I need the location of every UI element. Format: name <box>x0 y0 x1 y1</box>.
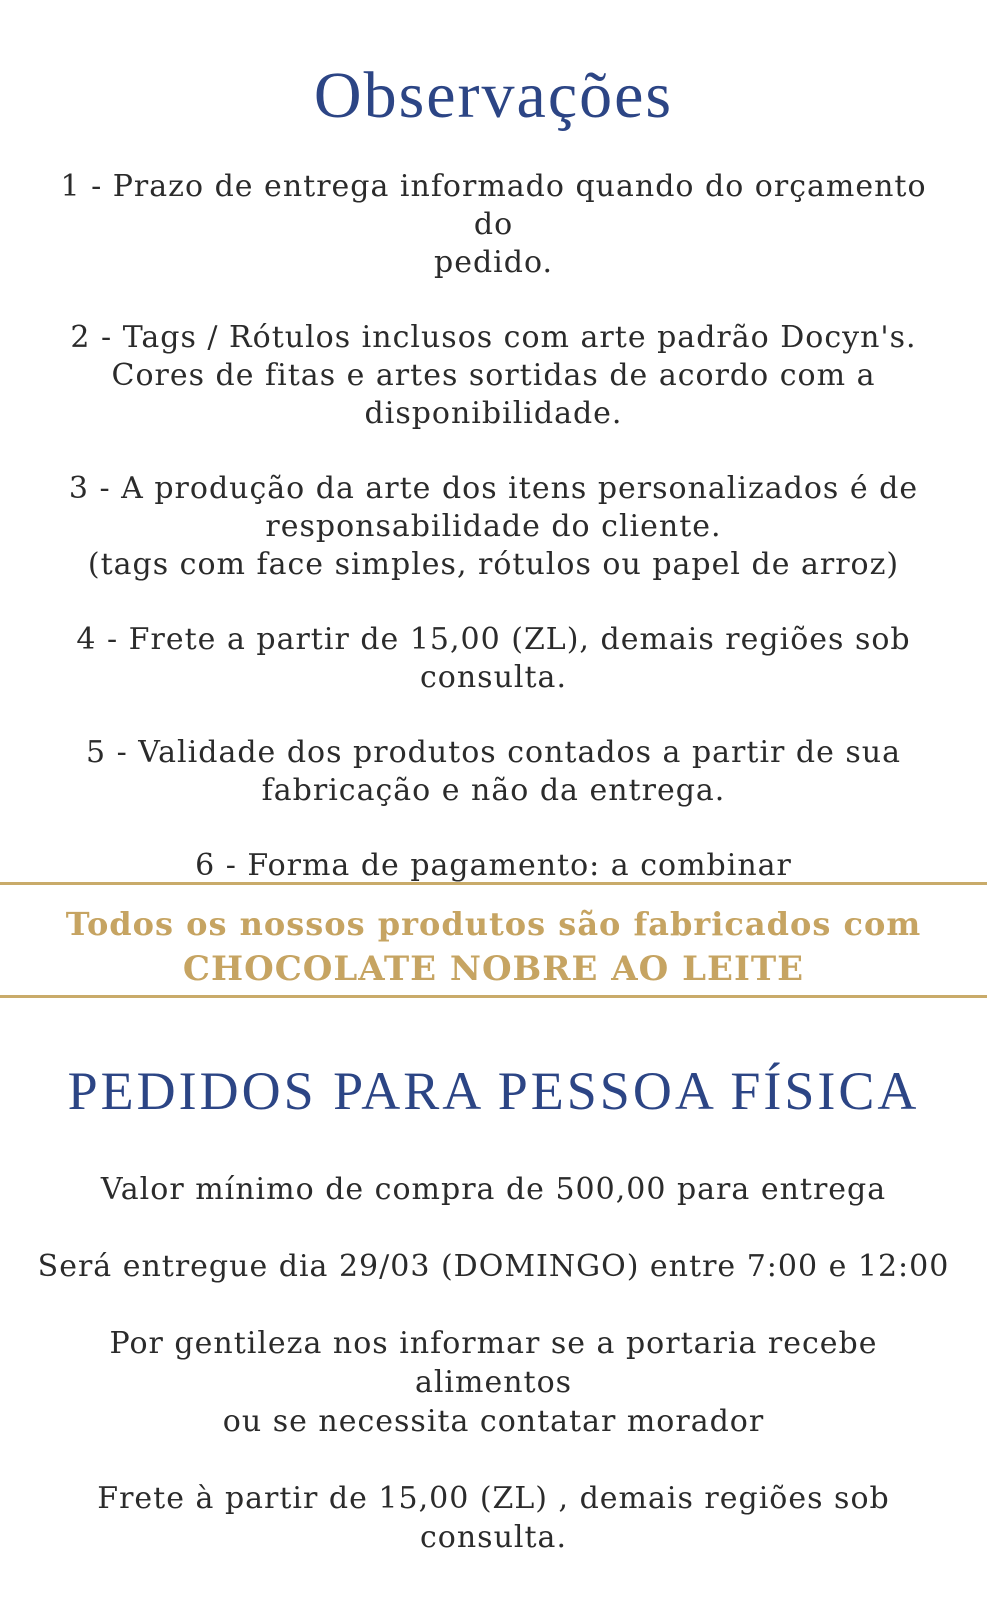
note-line: 5 - Validade dos produtos contados a partir de sua <box>85 735 902 770</box>
chocolate-banner <box>0 882 987 998</box>
note-line: (tags com face simples, rótulos ou papel de arroz) <box>87 547 900 582</box>
note-line: disponibilidade. <box>364 396 623 431</box>
note-item-1 <box>40 168 947 282</box>
note-line: Cores de fitas e artes sortidas de acordo com a <box>111 358 876 393</box>
note-line: fabricação e não da entrega. <box>261 773 726 808</box>
note-line: 6 - Forma de pagamento: a combinar <box>195 848 792 883</box>
note-item-6 <box>40 847 947 885</box>
banner-line-2: CHOCOLATE NOBRE AO LEITE <box>182 949 805 989</box>
note-item-5 <box>40 734 947 810</box>
info-item-4 <box>30 1479 957 1557</box>
banner-line-1: Todos os nossos produtos são fabricados com <box>65 905 922 943</box>
note-line: 3 - A produção da arte dos itens personalizados é de <box>68 471 919 506</box>
note-line: 2 - Tags / Rótulos inclusos com arte padrão Docyn's. <box>70 320 917 355</box>
note-line: 1 - Prazo de entrega informado quando do orçamento do <box>60 169 927 242</box>
note-line: pedido. <box>433 245 554 280</box>
info-line: ou se necessita contatar morador <box>222 1404 765 1439</box>
note-line: responsabilidade do cliente. <box>265 509 722 544</box>
page-title: Observações <box>313 59 674 132</box>
note-line: 4 - Frete a partir de 15,00 (ZL), demais regiões sob <box>76 622 911 657</box>
notes-list <box>40 168 947 922</box>
info-line: Por gentileza nos informar se a portaria recebe alimentos <box>109 1326 878 1400</box>
note-line: consulta. <box>420 660 567 695</box>
info-item-3 <box>30 1324 957 1441</box>
note-item-3 <box>40 470 947 584</box>
section-title: PEDIDOS PARA PESSOA FÍSICA <box>67 1061 920 1121</box>
info-item-2 <box>30 1247 957 1286</box>
note-item-4 <box>40 621 947 697</box>
info-line: Será entregue dia 29/03 (DOMINGO) entre 7:00 e 12:00 <box>37 1249 950 1284</box>
info-line: Frete à partir de 15,00 (ZL) , demais regiões sob consulta. <box>97 1481 890 1555</box>
note-item-2 <box>40 319 947 433</box>
info-line: Valor mínimo de compra de 500,00 para entrega <box>100 1172 887 1207</box>
order-info-list <box>30 1170 957 1595</box>
info-item-1 <box>30 1170 957 1209</box>
